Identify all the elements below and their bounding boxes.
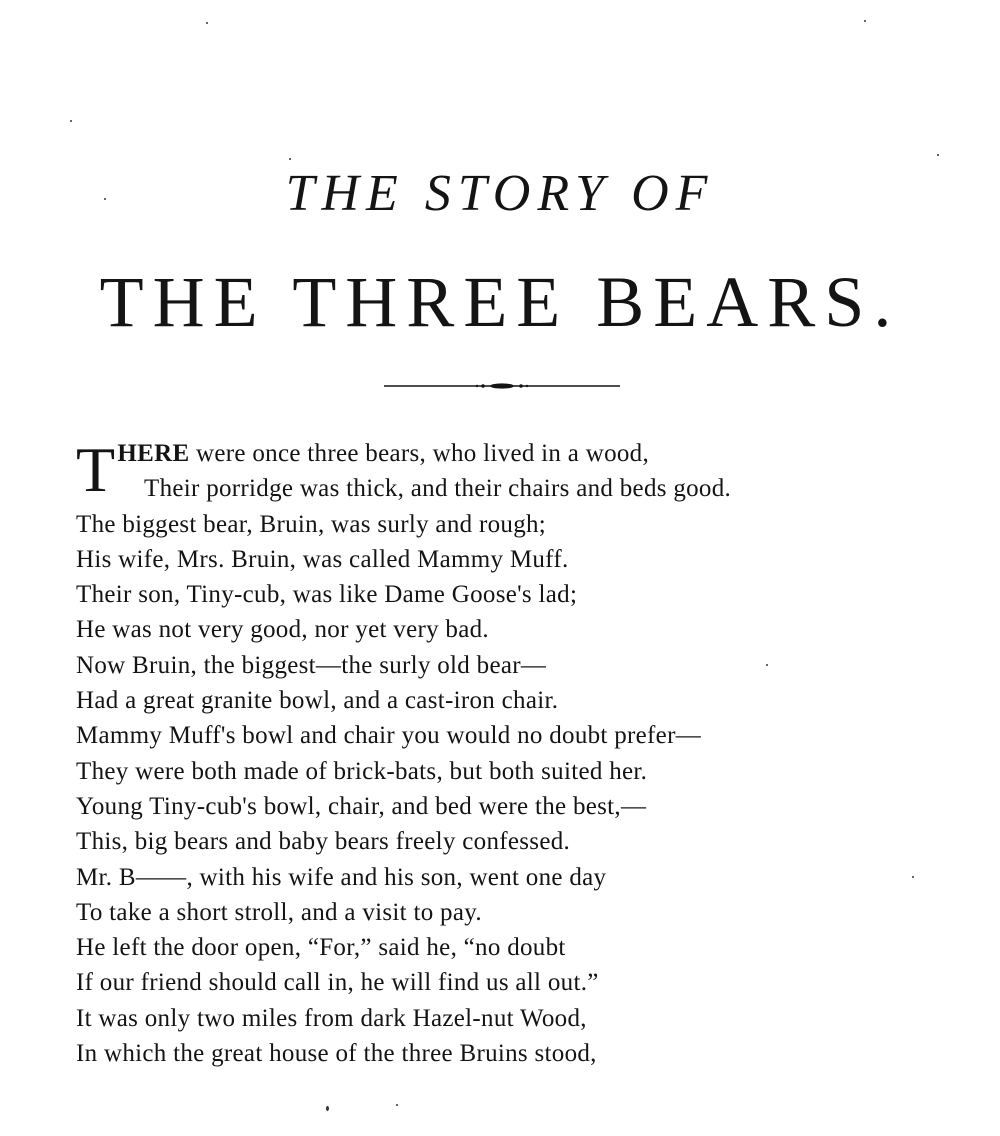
poem-line: Mammy Muff's bowl and chair you would no doubt prefer— xyxy=(76,722,702,750)
first-word: HERE xyxy=(117,440,190,467)
poem-line: It was only two miles from dark Hazel-nut Wood, xyxy=(76,1004,587,1032)
poem-line: Their porridge was thick, and their chairs and beds good. xyxy=(144,475,732,503)
poem-line: Had a great granite bowl, and a cast-iron chair. xyxy=(76,687,559,715)
scan-speck xyxy=(70,120,72,122)
drop-cap: T xyxy=(76,434,116,505)
scan-speck xyxy=(766,664,768,666)
poem-line: Now Bruin, the biggest—the surly old bear— xyxy=(76,651,547,679)
ornamental-rule xyxy=(384,376,620,396)
scan-speck xyxy=(289,158,291,160)
scan-speck xyxy=(937,154,939,156)
poem-line: He was not very good, nor yet very bad. xyxy=(76,616,489,644)
poem-body xyxy=(76,436,976,1071)
poem-line: They were both made of brick-bats, but both suited her. xyxy=(76,757,648,785)
poem-line: Young Tiny-cub's bowl, chair, and bed were the best,— xyxy=(76,792,647,820)
poem-line: His wife, Mrs. Bruin, was called Mammy Muff. xyxy=(76,545,569,573)
poem-line: This, big bears and baby bears freely confessed. xyxy=(76,828,571,856)
poem-line: He left the door open, “For,” said he, “no doubt xyxy=(76,934,566,962)
poem-line: Their son, Tiny-cub, was like Dame Goose's lad; xyxy=(76,581,578,609)
scan-speck xyxy=(104,198,106,200)
poem-line: In which the great house of the three Bruins stood, xyxy=(76,1040,597,1068)
scan-speck xyxy=(396,1104,398,1106)
scan-speck xyxy=(864,20,866,22)
scan-speck xyxy=(326,1106,329,1111)
poem-line: If our friend should call in, he will find us all out.” xyxy=(76,969,599,997)
title-line-1: THE STORY OF xyxy=(285,165,715,222)
poem-line: The biggest bear, Bruin, was surly and rough; xyxy=(76,510,547,538)
scan-speck xyxy=(206,22,208,24)
poem-line: Mr. B——, with his wife and his son, went one day xyxy=(76,863,607,891)
first-line-text: were once three bears, who lived in a wood, xyxy=(189,440,650,467)
poem-line: To take a short stroll, and a visit to pay. xyxy=(76,898,482,926)
scan-speck xyxy=(912,876,914,878)
title-line-2: THE THREE BEARS. xyxy=(99,262,901,342)
